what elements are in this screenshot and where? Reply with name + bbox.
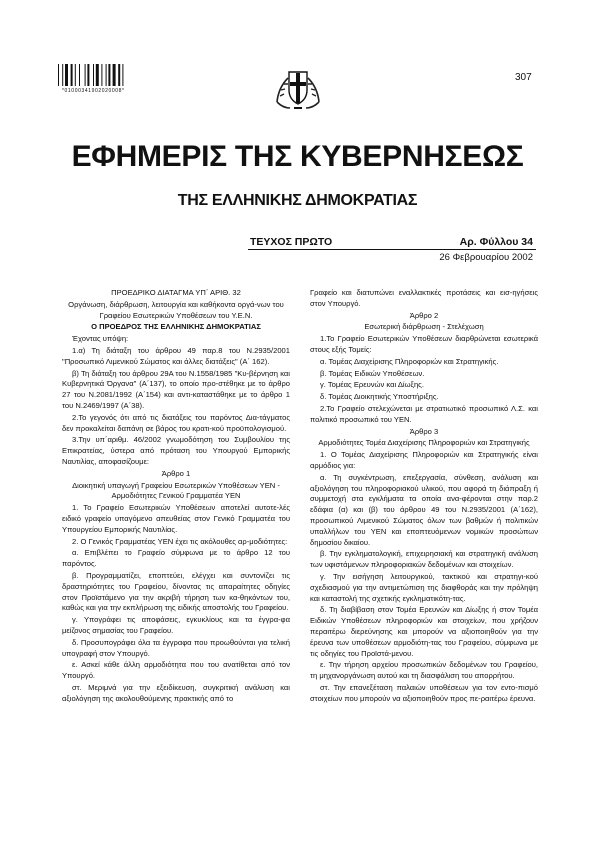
paragraph: Ο ΠΡΟΕΔΡΟΣ ΤΗΣ ΕΛΛΗΝΙΚΗΣ ΔΗΜΟΚΡΑΤΙΑΣ — [91, 322, 261, 332]
page-number: 307 — [515, 72, 532, 83]
paragraph: Διοικητική υπαγωγή Γραφείου Εσωτερικών Υποθέσεων ΥΕΝ - Αρμοδιότητες Γενικού Γραμματέα ΥΕΝ — [72, 480, 280, 501]
paragraph: Οργάνωση, διάρθρωση, λειτουργία και καθήκοντα οργά-νων του Γραφείου Εσωτερικών Υποθέσεων του Υ.Ε.Ν. — [68, 299, 284, 320]
paragraph: δ. Προσυπογράφει όλα τα έγγραφα που προωθούνται για τελική υπογραφή στον Υπουργό. — [62, 637, 290, 658]
paragraph: 2. Ο Γενικός Γραμματέας ΥΕΝ έχει τις ακόλουθες αρ-μοδιότητες: — [72, 536, 288, 546]
paragraph: 2.Το Γραφείο στελεχώνεται με στρατιωτικό προσωπικό Λ.Σ. και πολιτικό προσωπικό του ΥΕΝ. — [310, 403, 538, 424]
paragraph: δ. Τη διαβίβαση στον Τομέα Ερευνών και Δίωξης ή στον Τομέα Ειδικών Υποθέσεων πληροφοριών και στοιχείων, που χρήζουν περαιτέρω διερεύνησης και μπορούν να αξιοποιηθούν για την έρευνα των υποθέσεων αρμοδιότη-τας του Γραφείου, σύμφωνα με τις οδηγίες του Προϊστά-μενου. — [310, 605, 538, 658]
barcode-number: *01000341902020008* — [62, 88, 125, 94]
paragraph: ε. Την τήρηση αρχείου προσωπικών δεδομένων του Γραφείου, τη μηχανοργάνωση αυτού και τη διασφάλιση του απορρήτου. — [310, 660, 538, 681]
issue-date: 26 Φεβρουαρίου 2002 — [439, 252, 533, 263]
barcode — [58, 64, 146, 86]
paragraph: γ. Τομέας Ερευνών και Δίωξης. — [320, 380, 424, 390]
paragraph: γ. Την εισήγηση λειτουργικού, τακτικού και στρατηγι-κού σχεδιασμού για την αντιμετώπιση της διαφθοράς και την πρόληψη και καταστολή της σχετικής εγκληματικότη-τας. — [310, 571, 538, 603]
paragraph: στ. Την επανεξέταση παλαιών υποθέσεων για τον εντο-πισμό στοιχείων που μπορούν να αξιοποιηθούν προς πε-ραιτέρω έρευνα. — [310, 682, 538, 703]
paragraph: 1.α) Τη διάταξη του άρθρου 49 παρ.8 του Ν.2935/2001 "Προσωπικό Λιμενικού Σώματος και άλλες διατάξεις" (Α΄ 162). — [62, 345, 290, 366]
barcode-bars — [58, 64, 146, 86]
paragraph: Αρμοδιότητες Τομέα Διαχείρισης Πληροφοριών και Στρατηγικής — [318, 438, 530, 448]
left-column — [62, 288, 290, 705]
paragraph: 1. Ο Τομέας Διαχείρισης Πληροφοριών και Στρατηγικής είναι αρμόδιος για: — [310, 450, 538, 470]
paragraph: α. Τη συγκέντρωση, επεξεργασία, σύνθεση, ανάλυση και αξιολόγηση του πληροφοριακού υλικού, που αφορά τη διάπραξη ή συμμετοχή στα εγκλήματα τα οποία ανα-φέρονται στην παρ.2 εδάφια (α) και (β) του άρθρου 49 του Ν.2935/2001 (Α΄162), προσωπικού Λιμενικού Σώματος όλων των βαθμών ή πολιτικών υπαλλήλων του ΥΕΝ και εποπτευόμενων νομικών προσώπων δημοσίου δικαίου. — [310, 472, 538, 547]
paragraph: Εσωτερική διάρθρωση - Στελέχωση — [364, 322, 484, 332]
paragraph: δ. Τομέας Διοικητικής Υποστήριξης. — [320, 392, 439, 402]
paragraph: 3.Την υπ΄αριθμ. 46/2002 γνωμοδότηση του Συμβουλίου της Επικρατείας, ύστερα από πρόταση του Υπουργού Εμπορικής Ναυτιλίας, αποφασίζουμε: — [62, 435, 290, 466]
right-column — [310, 288, 538, 705]
paragraph: Άρθρο 2 — [409, 310, 439, 320]
coat-of-arms-emblem — [272, 62, 324, 114]
paragraph: α. Τομέας Διαχείρισης Πληροφοριών και Στρατηγικής. — [320, 356, 499, 366]
sheet-number: Αρ. Φύλλου 34 — [459, 236, 533, 248]
gazette-title: ΕΦΗΜΕΡΙΣ ΤΗΣ ΚΥΒΕΡΝΗΣΕΩΣ — [71, 140, 524, 173]
paragraph: α. Επιβλέπει το Γραφείο σύμφωνα με το άρθρο 12 του παρόντος. — [62, 548, 290, 569]
gazette-subtitle: ΤΗΣ ΕΛΛΗΝΙΚΗΣ ΔΗΜΟΚΡΑΤΙΑΣ — [177, 192, 418, 209]
paragraph: ΠΡΟΕΔΡΙΚΟ ΔΙΑΤΑΓΜΑ ΥΠ΄ ΑΡΙΘ. 32 — [111, 288, 241, 297]
paragraph: Γραφείο και διατυπώνει εναλλακτικές προτάσεις και εισ-ηγήσεις στον Υπουργό. — [310, 288, 538, 308]
paragraph: 1. Το Γραφείο Εσωτερικών Υποθέσεων αποτελεί αυτοτε-λές ειδικό γραφείο υπαγόμενο απευθείας στον Γενικό Γραμματέα του Υπουργείου Εμπορικής Ναυτιλίας. — [62, 503, 290, 534]
header-rule — [248, 249, 536, 250]
paragraph: γ. Υπογράφει τις αποφάσεις, εγκυκλίους και τα έγγρα-φα μείζονος σημασίας του Γραφείου. — [62, 615, 290, 635]
paragraph: Έχοντας υπόψη: — [72, 334, 129, 344]
paragraph: Άρθρο 3 — [409, 426, 439, 436]
paragraph: 1.Το Γραφείο Εσωτερικών Υποθέσεων διαρθρώνεται εσωτερικά στους εξής Τομείς: — [310, 334, 538, 354]
paragraph: ε. Ασκεί κάθε άλλη αρμοδιότητα που του ανατίθεται από τον Υπουργό. — [62, 660, 290, 681]
paragraph: β. Την εγκληματολογική, επιχειρησιακή και στρατηγική ανάλυση των υφιστάμενων πληροφοριακών δεδομένων και στοιχείων. — [310, 549, 538, 570]
paragraph: 2.Το γεγονός ότι από τις διατάξεις του παρόντος Δια-τάγματος δεν προκαλείται δαπάνη σε βάρος του κρατι-κού προϋπολογισμού. — [62, 412, 290, 433]
issue-label: ΤΕΥΧΟΣ ΠΡΩΤΟ — [250, 236, 333, 248]
paragraph: β. Προγραμματίζει, εποπτεύει, ελέγχει και συντονίζει τις δραστηριότητες του Γραφείου, δίνοντας τις απαραίτητες οδηγίες στον Προϊστάμενο για την ακριβή τήρηση των κα-θηκόντων του, καθώς και για την εκπλήρωση της ειδικής αποστολής του Γραφείου. — [62, 570, 290, 613]
paragraph: Άρθρο 1 — [161, 468, 191, 478]
paragraph: στ. Μεριμνά για την εξειδίκευση, συγκριτική ανάλυση και αξιολόγηση της ακολουθούμενης πρακτικής από το — [62, 682, 290, 703]
paragraph: β) Τη διάταξη του άρθρου 29Α του Ν.1558/1985 "Κυ-βέρνηση και Κυβερνητικά Όργανα" (Α΄137), το οποίο προ-στέθηκε με το άρθρο 27 του Ν.2081/1992 (Α΄154) και αντι-καταστάθηκε με το άρθρο 1 του Ν.2469/1997 (Α΄38). — [62, 368, 290, 410]
paragraph: β. Τομέας Ειδικών Υποθέσεων. — [320, 368, 425, 378]
